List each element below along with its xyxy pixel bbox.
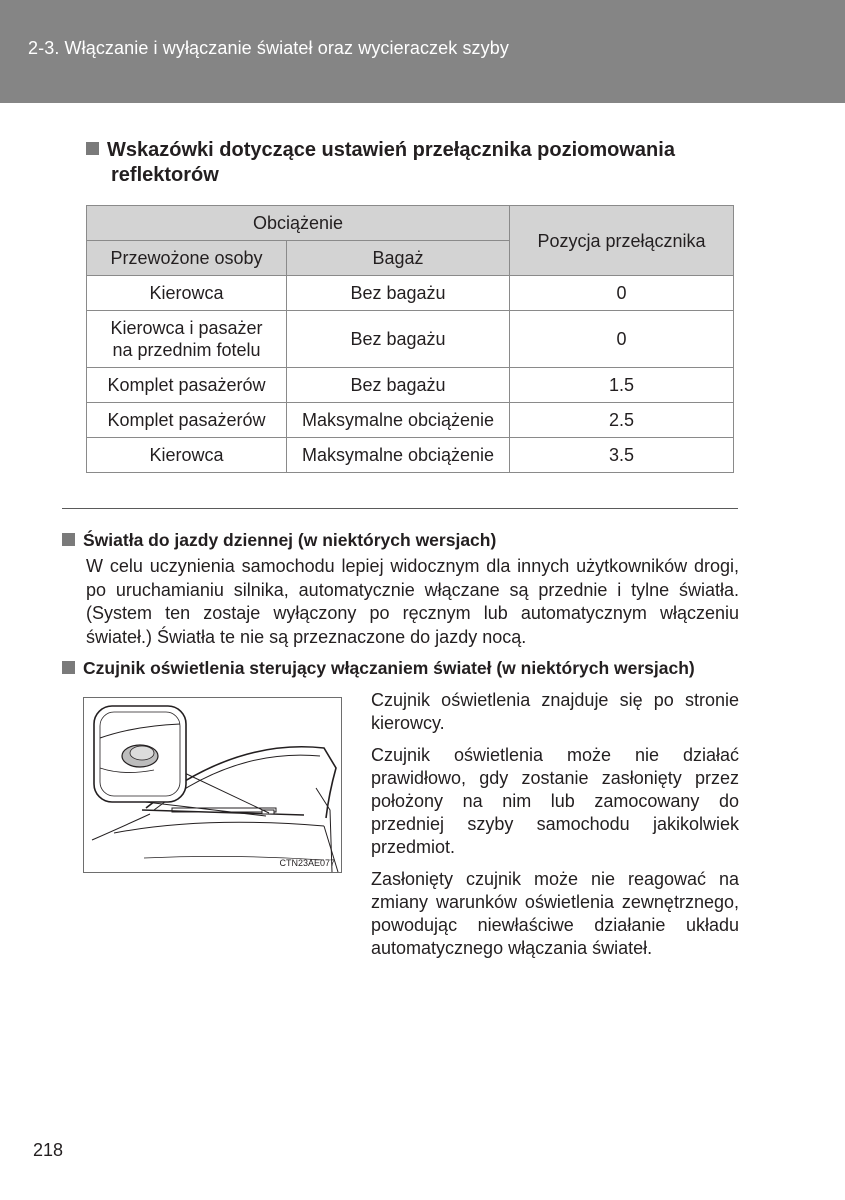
table-row: Kierowca i pasażer na przednim fotelu Bez bagażu 0 (87, 311, 734, 368)
header-luggage: Bagaż (287, 241, 510, 276)
header-switch-position: Pozycja przełącznika (510, 206, 734, 276)
figure-code: CTN23AE077 (279, 858, 335, 868)
table-row: Komplet pasażerów Maksymalne obciążenie 2.5 (87, 403, 734, 438)
table-row: Kierowca Bez bagażu 0 (87, 276, 734, 311)
section-bullet-icon (62, 661, 75, 674)
table-row: Komplet pasażerów Bez bagażu 1.5 (87, 368, 734, 403)
section-headlight-leveling-title: Wskazówki dotyczące ustawień przełącznika poziomowania reflektorów (86, 138, 746, 188)
page-header (0, 0, 845, 103)
sensor-location-text: Czujnik oświetlenia znajduje się po stronie kierowcy. (371, 690, 739, 733)
table-row: Kierowca Maksymalne obciążenie 3.5 (87, 438, 734, 473)
section-daytime-lights-title: Światła do jazdy dziennej (w niektórych wersjach) (62, 530, 496, 551)
page-number: 218 (33, 1140, 64, 1160)
daytime-lights-text: W celu uczynienia samochodu lepiej widocznym dla innych użytkowników drogi, po uruchamianiu silnika, automatycznie włączane są przednie i tylne światła. (System ten zostaje wyłączony po ręcznym lub automatycznym włączeniu świateł.) Światła te nie są przeznaczone do jazdy nocą. (86, 556, 739, 647)
header-load: Obciążenie (87, 206, 510, 241)
windshield-sensor-drawing (84, 698, 341, 872)
leveling-table (86, 205, 734, 473)
header-persons: Przewożone osoby (87, 241, 287, 276)
section-bullet-icon (62, 533, 75, 546)
sensor-obstruction-text: Czujnik oświetlenia może nie działać prawidłowo, gdy zostanie zasłonięty przez położony na nim lub zamocowany do przedniej szyby samochodu jakikolwiek przedmiot. (371, 745, 739, 857)
sensor-malfunction-text: Zasłonięty czujnik może nie reagować na zmiany warunków oświetlenia zewnętrznego, powodując niewłaściwe działanie układu automatycznego włączania świateł. (371, 869, 739, 958)
section-divider (62, 508, 738, 509)
header-title: 2-3. Włączanie i wyłączanie świateł oraz wycieraczek szyby (28, 38, 509, 58)
section-light-sensor-title: Czujnik oświetlenia sterujący włączaniem świateł (w niektórych wersjach) (62, 658, 695, 679)
section-bullet-icon (86, 142, 99, 155)
light-sensor-illustration (83, 697, 342, 873)
light-sensor-text (371, 689, 739, 969)
